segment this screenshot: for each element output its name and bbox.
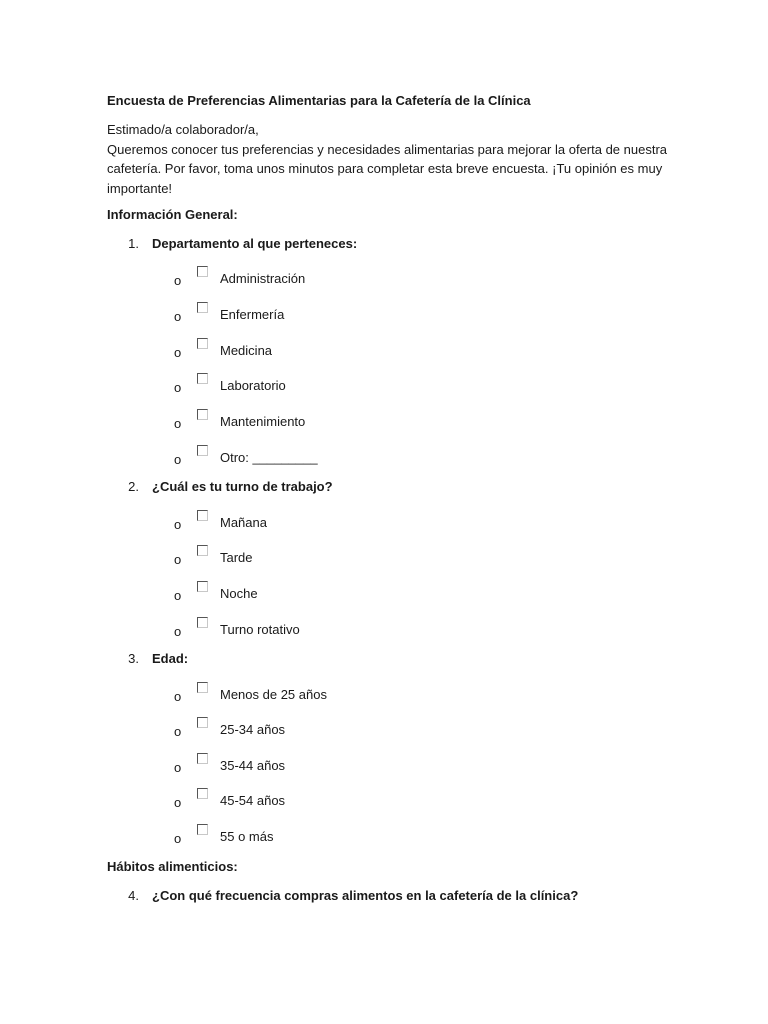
checkbox-icon[interactable] [197,545,208,556]
option-label: 55 o más [220,829,274,844]
checkbox-icon[interactable] [197,302,208,313]
intro-greeting: Estimado/a colaborador/a, [107,122,259,137]
option-45-54[interactable] [0,793,768,813]
checkbox-icon[interactable] [197,581,208,592]
bullet-marker: o [174,760,182,775]
option-label: Medicina [220,343,273,358]
checkbox-icon[interactable] [197,717,208,728]
bullet-marker: o [174,345,182,360]
option-administracion[interactable] [0,271,768,291]
checkbox-icon[interactable] [197,338,208,349]
option-otro[interactable] [0,450,768,470]
option-label: 45-54 años [220,793,286,808]
option-label: 35-44 años [220,758,286,773]
bullet-marker: o [174,724,182,739]
option-label: Otro: _________ [220,450,318,465]
bullet-marker: o [174,795,182,810]
intro-paragraph [107,120,667,198]
bullet-marker: o [174,273,182,288]
option-mantenimiento[interactable] [0,414,768,434]
option-tarde[interactable] [0,550,768,570]
option-label: Turno rotativo [220,622,300,637]
checkbox-icon[interactable] [197,266,208,277]
option-label: Menos de 25 años [220,687,327,702]
bullet-marker: o [174,831,182,846]
bullet-marker: o [174,552,182,567]
checkbox-icon[interactable] [197,753,208,764]
bullet-marker: o [174,416,182,431]
option-manana[interactable] [0,515,768,535]
option-label: Noche [220,586,258,601]
option-55-mas[interactable] [0,829,768,849]
checkbox-icon[interactable] [197,824,208,835]
option-enfermeria[interactable] [0,307,768,327]
option-35-44[interactable] [0,758,768,778]
bullet-marker: o [174,517,182,532]
bullet-marker: o [174,380,182,395]
bullet-marker: o [174,624,182,639]
question-3-text: Edad: [152,651,189,666]
bullet-marker: o [174,689,182,704]
question-1-number: 1. [128,236,139,251]
checkbox-icon[interactable] [197,682,208,693]
checkbox-icon[interactable] [197,445,208,456]
checkbox-icon[interactable] [197,617,208,628]
question-3-number: 3. [128,651,139,666]
option-medicina[interactable] [0,343,768,363]
option-label: Administración [220,271,306,286]
survey-title: Encuesta de Preferencias Alimentarias para la Cafetería de la Clínica [107,93,531,108]
question-2-text: ¿Cuál es tu turno de trabajo? [152,479,333,494]
option-noche[interactable] [0,586,768,606]
option-label: Laboratorio [220,378,286,393]
option-label: Tarde [220,550,253,565]
intro-line-2: cafetería. Por favor, toma unos minutos para completar esta breve encuesta. ¡Tu opinión es muy [107,161,663,176]
question-2-number: 2. [128,479,139,494]
option-laboratorio[interactable] [0,378,768,398]
option-label: Mañana [220,515,267,530]
option-label: Enfermería [220,307,285,322]
intro-line-3: importante! [107,180,173,196]
option-label: Mantenimiento [220,414,306,429]
question-1-text: Departamento al que perteneces: [152,236,358,251]
bullet-marker: o [174,309,182,324]
bullet-marker: o [174,452,182,467]
section-heading-general: Información General: [107,207,238,222]
checkbox-icon[interactable] [197,373,208,384]
option-menos-25[interactable] [0,687,768,707]
question-4-number: 4. [128,888,139,903]
option-label: 25-34 años [220,722,286,737]
checkbox-icon[interactable] [197,510,208,521]
intro-line-1: Queremos conocer tus preferencias y necesidades alimentarias para mejorar la oferta de nuestra [107,141,668,157]
option-25-34[interactable] [0,722,768,742]
question-4-text: ¿Con qué frecuencia compras alimentos en la cafetería de la clínica? [152,888,579,903]
section-heading-habits: Hábitos alimenticios: [107,859,238,874]
option-turno-rotativo[interactable] [0,622,768,642]
checkbox-icon[interactable] [197,788,208,799]
bullet-marker: o [174,588,182,603]
checkbox-icon[interactable] [197,409,208,420]
